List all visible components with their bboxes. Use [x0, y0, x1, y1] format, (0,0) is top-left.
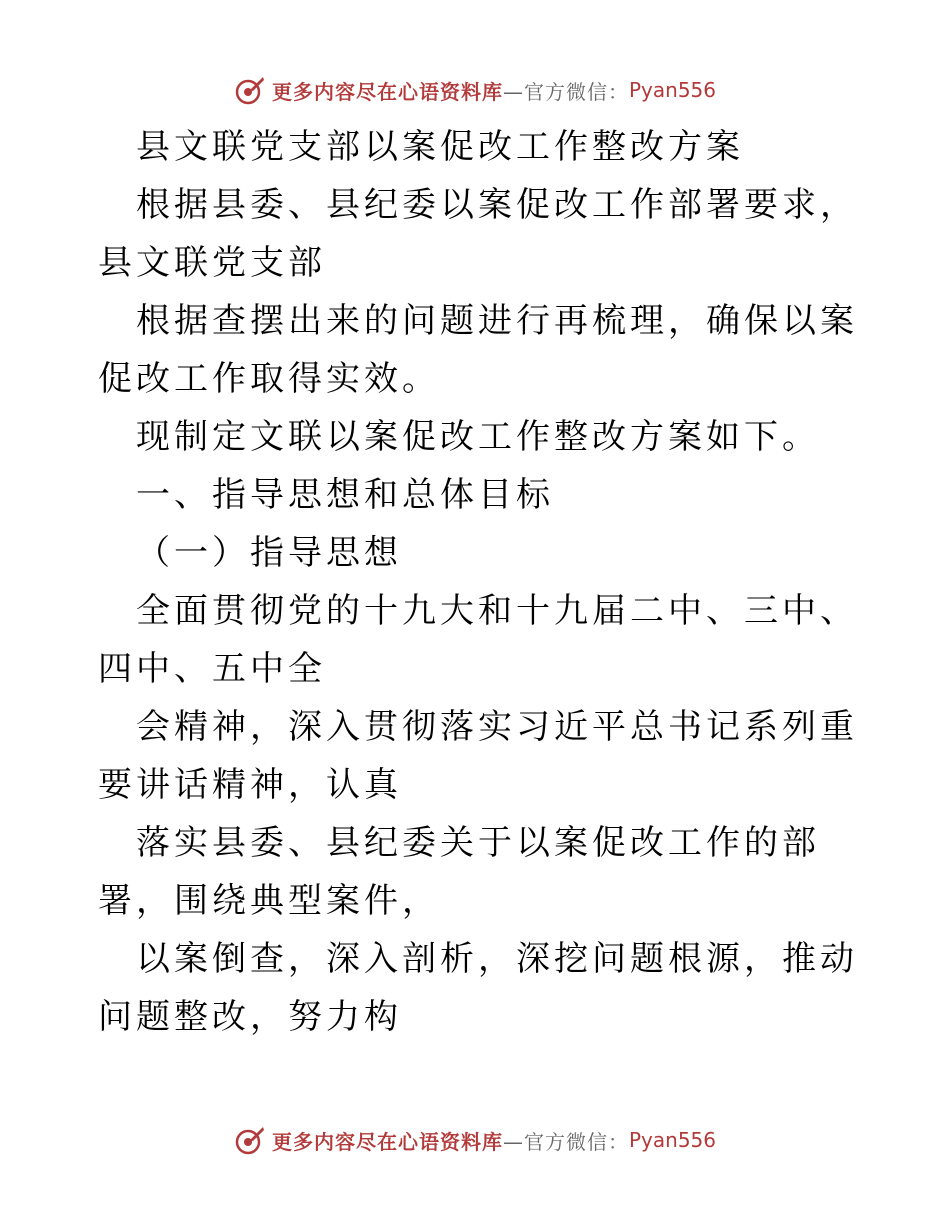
- quill-logo-icon: [234, 74, 266, 106]
- watermark-wechat-id: Pyan556: [628, 1128, 716, 1152]
- section-heading: 一、指导思想和总体目标: [136, 475, 554, 515]
- watermark-wechat-id: Pyan556: [628, 78, 716, 102]
- paragraph: 会精神，深入贯彻落实习近平总书记系列重要讲话精神，认真: [98, 707, 858, 805]
- document-title: 县文联党支部以案促改工作整改方案: [136, 127, 744, 167]
- document-body: [98, 118, 858, 1046]
- watermark-separator-text: —官方微信：: [502, 1129, 629, 1154]
- paragraph: 根据县委、县纪委以案促改工作部署要求，县文联党支部: [98, 185, 858, 283]
- paragraph: 全面贯彻党的十九大和十九届二中、三中、四中、五中全: [98, 591, 858, 689]
- paragraph: 现制定文联以案促改工作整改方案如下。: [136, 417, 820, 457]
- watermark-brand-text: 更多内容尽在心语资料库: [271, 1129, 503, 1154]
- watermark-footer: [0, 1120, 950, 1160]
- watermark-header: [0, 70, 950, 110]
- paragraph: 根据查摆出来的问题进行再梳理，确保以案促改工作取得实效。: [98, 301, 858, 399]
- paragraph: 落实县委、县纪委关于以案促改工作的部署，围绕典型案件，: [98, 823, 820, 921]
- watermark-separator-text: —官方微信：: [502, 79, 629, 104]
- watermark-brand-text: 更多内容尽在心语资料库: [271, 79, 503, 104]
- paragraph: 以案倒查，深入剖析，深挖问题根源，推动问题整改，努力构: [98, 939, 858, 1037]
- subsection-heading: （一）指导思想: [136, 533, 402, 573]
- quill-logo-icon: [234, 1124, 266, 1156]
